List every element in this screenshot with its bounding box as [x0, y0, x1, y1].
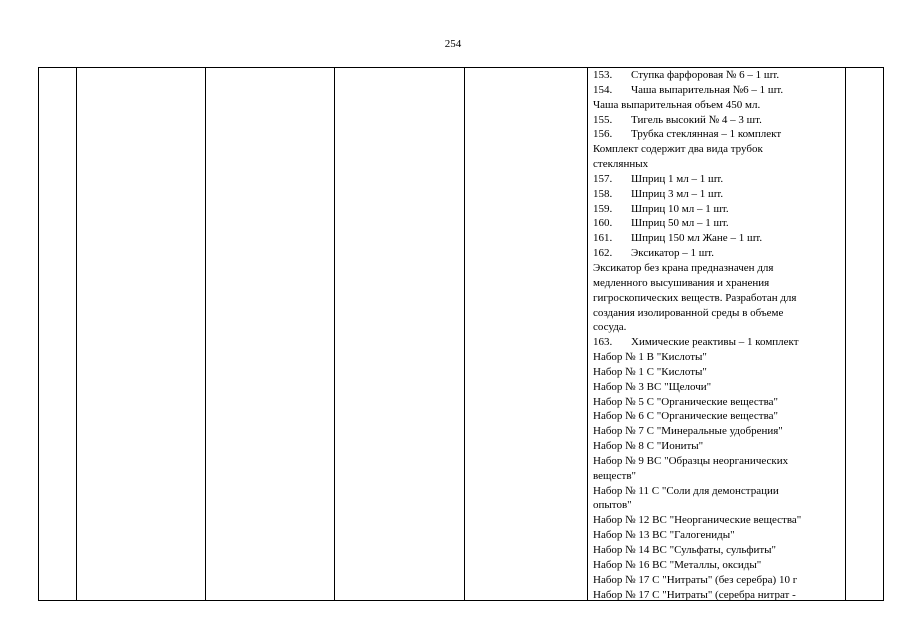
item-text: Набор № 17 С "Нитраты" (без серебра) 10 г	[593, 573, 798, 586]
description-line	[593, 469, 845, 484]
description-line	[593, 98, 845, 113]
description-line	[593, 350, 845, 365]
item-number: 153.	[593, 69, 613, 81]
item-text: Шприц 1 мл – 1 шт.	[631, 172, 724, 185]
description-line	[593, 543, 845, 558]
item-text: создания изолированной среды в объеме	[593, 306, 784, 319]
item-text: Набор № 3 ВС "Щелочи"	[593, 380, 712, 393]
item-number: 155.	[593, 113, 613, 126]
item-text: Шприц 50 мл – 1 шт.	[631, 217, 729, 230]
description-line	[593, 172, 845, 187]
item-text: Эксикатор – 1 шт.	[631, 247, 714, 260]
description-line	[593, 498, 845, 513]
description-line	[593, 216, 845, 231]
description-line	[593, 513, 845, 528]
item-text: Набор № 1 С "Кислоты"	[593, 365, 707, 378]
table-column-3	[205, 68, 335, 600]
item-text: Набор № 14 ВС "Сульфаты, сульфиты"	[593, 544, 777, 556]
item-text: Набор № 6 С "Органические вещества"	[593, 410, 779, 423]
item-text: Набор № 7 С "Минеральные удобрения"	[593, 425, 783, 438]
description-line	[593, 157, 845, 172]
description-line	[593, 484, 845, 499]
description-line	[593, 83, 845, 98]
item-text: Набор № 17 С "Нитраты" (серебра нитрат -	[593, 588, 796, 601]
item-text: Ступка фарфоровая № 6 – 1 шт.	[631, 69, 780, 81]
description-line	[593, 588, 845, 601]
item-text: Набор № 11 С "Соли для демонстрации	[593, 484, 779, 497]
description-line	[593, 127, 845, 142]
description-line	[593, 365, 845, 380]
description-line	[593, 142, 845, 157]
item-text: Тигель высокий № 4 – 3 шт.	[631, 113, 762, 126]
item-text: Эксикатор без крана предназначен для	[593, 261, 774, 274]
description-line	[593, 454, 845, 469]
description-line	[593, 306, 845, 321]
item-text: Набор № 8 С "Иониты"	[593, 440, 704, 453]
item-text: Набор № 9 ВС "Образцы неорганических	[593, 454, 789, 467]
item-text: стеклянных	[593, 158, 649, 171]
description-line	[593, 202, 845, 217]
table-column-5	[464, 68, 588, 600]
item-text: Трубка стеклянная – 1 комплект	[631, 128, 782, 141]
description-line	[593, 246, 845, 261]
item-text: веществ"	[593, 469, 637, 482]
description-line	[593, 113, 845, 128]
description-line	[593, 439, 845, 454]
description-line	[593, 261, 845, 276]
item-text: опытов"	[593, 499, 632, 512]
description-line	[593, 187, 845, 202]
description-line	[593, 380, 845, 395]
item-text: Набор № 5 С "Органические вещества"	[593, 395, 779, 408]
item-text: Чаша выпарительная №6 – 1 шт.	[631, 83, 784, 96]
description-line	[593, 395, 845, 410]
item-number: 156.	[593, 128, 613, 141]
table-column-4	[334, 68, 465, 600]
item-text: Шприц 150 мл Жане – 1 шт.	[631, 232, 763, 245]
description-cell	[593, 68, 845, 601]
description-line	[593, 291, 845, 306]
page-number: 254	[444, 38, 462, 50]
item-text: гигроскопических веществ. Разработан для	[593, 291, 797, 304]
item-number: 162.	[593, 247, 613, 260]
item-text: Комплект содержит два вида трубок	[593, 143, 763, 156]
item-text: Набор № 13 ВС "Галогениды"	[593, 529, 735, 542]
description-line	[593, 231, 845, 246]
item-number: 160.	[593, 217, 613, 230]
description-line	[593, 409, 845, 424]
item-number: 157.	[593, 172, 613, 185]
item-number: 154.	[593, 83, 613, 96]
item-text: Набор № 1 В "Кислоты"	[593, 351, 707, 364]
item-number: 163.	[593, 336, 613, 349]
item-text: Химические реактивы – 1 комплект	[631, 336, 799, 349]
description-line	[593, 276, 845, 291]
item-text: сосуда.	[593, 321, 627, 334]
item-text: Шприц 3 мл – 1 шт.	[631, 187, 724, 200]
item-text: Шприц 10 мл – 1 шт.	[631, 202, 729, 215]
equipment-table	[38, 67, 884, 601]
description-line	[593, 573, 845, 588]
table-column-1	[39, 68, 77, 600]
item-text: Чаша выпарительная объем 450 мл.	[593, 98, 761, 111]
item-text: Набор № 12 ВС "Неорганические вещества"	[593, 514, 802, 527]
description-line	[593, 558, 845, 573]
item-text: Набор № 16 ВС "Металлы, оксиды"	[593, 558, 762, 571]
table-column-2	[76, 68, 206, 600]
description-line	[593, 320, 845, 335]
item-number: 158.	[593, 187, 613, 200]
item-number: 159.	[593, 202, 613, 215]
item-number: 161.	[593, 232, 613, 245]
description-line	[593, 424, 845, 439]
description-line	[593, 68, 845, 83]
description-line	[593, 528, 845, 543]
description-line	[593, 335, 845, 350]
item-text: медленного высушивания и хранения	[593, 276, 770, 289]
